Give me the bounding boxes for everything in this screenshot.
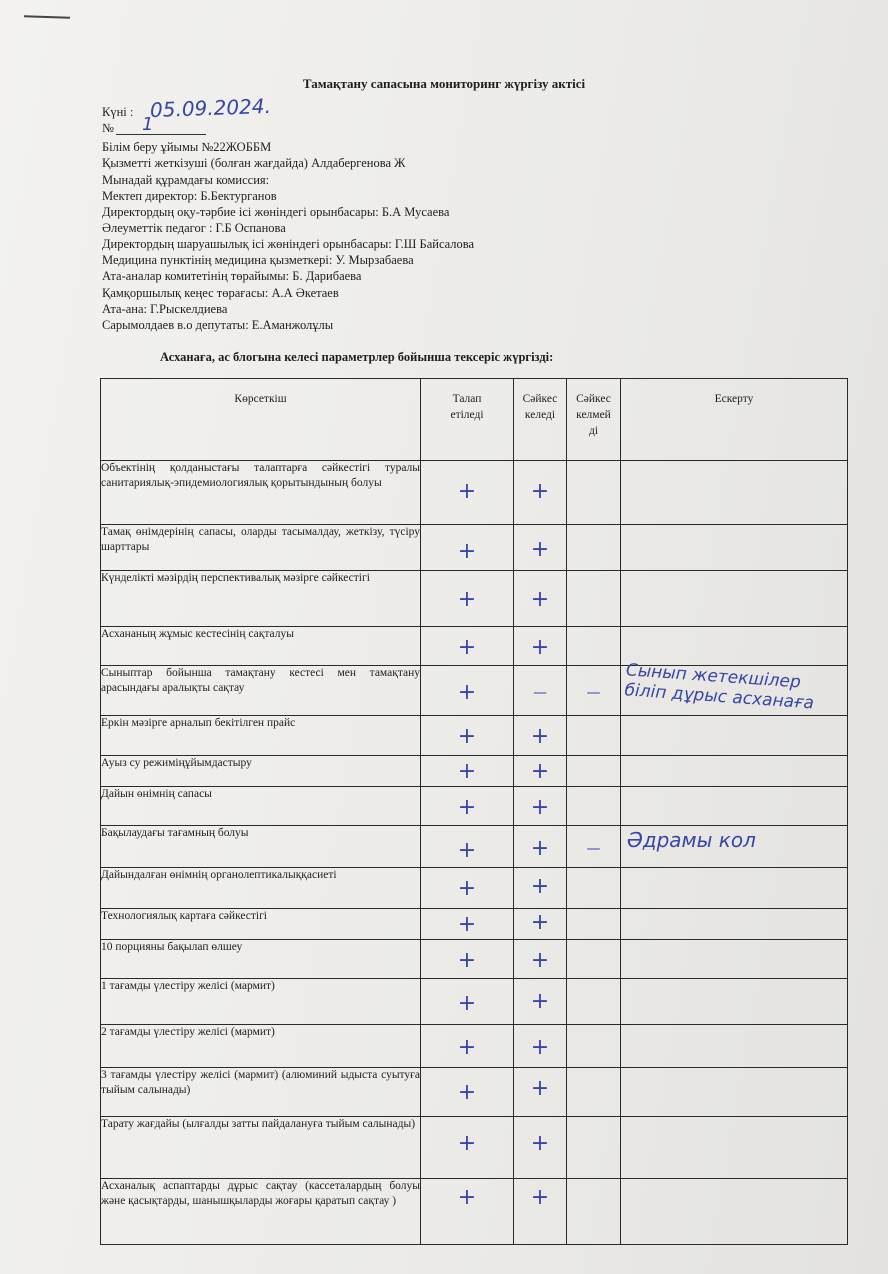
col-noncompliant: Сәйкес келмейді (567, 379, 621, 461)
note-cell (621, 1179, 848, 1245)
note-cell (621, 940, 848, 979)
compliant-cell: + (514, 1179, 567, 1245)
row-indicator: Бақылаудағы тағамның болуы (101, 826, 421, 868)
compliant-cell: + (514, 756, 567, 787)
noncompliant-cell (567, 909, 621, 940)
required-cell: + (421, 1025, 514, 1068)
deputy-line: Сарымолдаев в.о депутаты: Е.Аманжолұлы (102, 318, 334, 332)
row-indicator: 2 тағамды үлестіру желісі (мармит) (101, 1025, 421, 1068)
commission-line: Мынадай құрамдағы комиссия: (102, 173, 270, 187)
row-indicator: Объектінің қолданыстағы талаптарға сәйкестігі туралы санитариялық-эпидемиологиялық қорытындының болуы (101, 461, 421, 525)
compliant-cell: + (514, 909, 567, 940)
table-row (101, 1179, 848, 1245)
noncompliant-cell (567, 1068, 621, 1117)
table-row (101, 868, 848, 909)
table-row (101, 1025, 848, 1068)
row-indicator: 1 тағамды үлестіру желісі (мармит) (101, 979, 421, 1025)
handwritten-note: Сынып жетекшілер біліп дұрыс асханаға (623, 660, 815, 714)
required-cell: + (421, 979, 514, 1025)
compliant-cell: + (514, 525, 567, 571)
table-row (101, 571, 848, 627)
number-value: 1 (142, 114, 154, 135)
noncompliant-cell: — (567, 666, 621, 716)
table-row (101, 627, 848, 666)
compliant-cell: + (514, 787, 567, 826)
date-label: Күні : (102, 105, 134, 119)
row-indicator: Күнделікті мәзірдің перспективалық мәзірге сәйкестігі (101, 571, 421, 627)
noncompliant-cell (567, 756, 621, 787)
compliant-cell: + (514, 1025, 567, 1068)
required-cell: + (421, 1117, 514, 1179)
inspection-table (100, 378, 848, 1245)
table-row (101, 826, 848, 868)
table-row (101, 1068, 848, 1117)
required-cell: + (421, 525, 514, 571)
deputy-household-line: Директордың шаруашылық ісі жөніндегі орынбасары: Г.Ш Байсалова (102, 237, 475, 251)
school-line: Білім беру ұйымы №22ЖОББМ (102, 140, 272, 154)
note-cell (621, 979, 848, 1025)
note-cell (621, 868, 848, 909)
table-row (101, 461, 848, 525)
noncompliant-cell (567, 868, 621, 909)
noncompliant-cell (567, 979, 621, 1025)
social-pedagogue-line: Әлеуметтік педагог : Г.Б Оспанова (102, 221, 286, 235)
date-value: 05.09.2024. (149, 93, 272, 123)
compliant-cell: + (514, 979, 567, 1025)
table-row (101, 940, 848, 979)
compliant-cell: — (514, 666, 567, 716)
number-label: № (102, 121, 114, 135)
note-cell (621, 461, 848, 525)
table-row (101, 909, 848, 940)
inspection-subtitle: Асханаға, ас блогына келесі параметрлер бойынша тексеріс жүргізді: (160, 350, 554, 364)
note-cell (621, 787, 848, 826)
row-indicator: Дайындалған өнімнің органолептикалыққасиеті (101, 868, 421, 909)
note-cell (621, 1068, 848, 1117)
noncompliant-cell (567, 1025, 621, 1068)
note-cell (621, 826, 848, 868)
note-cell (621, 525, 848, 571)
compliant-cell: + (514, 1068, 567, 1117)
table-row (101, 525, 848, 571)
table-row (101, 716, 848, 756)
row-indicator: 10 порцияны бақылап өлшеу (101, 940, 421, 979)
table-row (101, 787, 848, 826)
noncompliant-cell (567, 525, 621, 571)
note-cell (621, 716, 848, 756)
required-cell: + (421, 868, 514, 909)
document-title: Тамақтану сапасына мониторинг жүргізу актісі (302, 76, 586, 91)
note-cell (621, 627, 848, 666)
note-cell (621, 660, 848, 716)
compliant-cell: + (514, 868, 567, 909)
required-cell: + (421, 909, 514, 940)
noncompliant-cell: — (567, 826, 621, 868)
required-cell: + (421, 1068, 514, 1117)
note-cell (621, 1025, 848, 1068)
compliant-cell: + (514, 716, 567, 756)
noncompliant-cell (567, 787, 621, 826)
noncompliant-cell (567, 716, 621, 756)
required-cell: + (421, 461, 514, 525)
parent-committee-line: Ата-аналар комитетінің төрайымы: Б. Дарибаева (102, 269, 362, 283)
required-cell: + (421, 756, 514, 787)
row-indicator: Сыныптар бойынша тамақтану кестесі мен тамақтану арасындағы аралықты сақтау (101, 666, 421, 716)
noncompliant-cell (567, 461, 621, 525)
required-cell: + (421, 666, 514, 716)
col-compliant: Сәйкес келеді (514, 379, 567, 461)
table-row (101, 666, 848, 716)
noncompliant-cell (567, 1179, 621, 1245)
compliant-cell: + (514, 826, 567, 868)
row-indicator: Асхананың жұмыс кестесінің сақталуы (101, 627, 421, 666)
table-row (101, 756, 848, 787)
note-cell (621, 756, 848, 787)
row-indicator: Дайын өнімнің сапасы (101, 787, 421, 826)
row-indicator: Технологиялық картаға сәйкестігі (101, 909, 421, 940)
medical-worker-line: Медицина пунктінің медицина қызметкері: У. Мырзабаева (102, 253, 414, 267)
required-cell: + (421, 787, 514, 826)
col-required: Талап етіледі (421, 379, 514, 461)
number-underline (116, 134, 206, 135)
table-row (101, 1117, 848, 1179)
deputy-academic-line: Директордың оқу-тәрбие ісі жөніндегі орынбасары: Б.А Мусаева (102, 205, 450, 219)
compliant-cell: + (514, 627, 567, 666)
row-indicator: Тамақ өнімдерінің сапасы, оларды тасымалдау, жеткізу, түсіру шарттары (101, 525, 421, 571)
note-cell (621, 571, 848, 627)
compliant-cell: + (514, 461, 567, 525)
col-note: Ескерту (621, 379, 848, 461)
table-row (101, 979, 848, 1025)
parent-line: Ата-ана: Г.Рыскелдиева (102, 302, 228, 316)
required-cell: + (421, 940, 514, 979)
compliant-cell: + (514, 571, 567, 627)
required-cell: + (421, 1179, 514, 1245)
required-cell: + (421, 571, 514, 627)
row-indicator: Асханалық аспаптарды дұрыс сақтау (кассеталардың болуы және қасықтарды, шанышқыларды жоғары қаратып сақтау ) (101, 1179, 421, 1245)
handwritten-note: Әдрамы кол (627, 828, 756, 852)
col-indicator: Көрсеткіш (101, 379, 421, 461)
required-cell: + (421, 716, 514, 756)
compliant-cell: + (514, 940, 567, 979)
director-line: Мектеп директор: Б.Бектурганов (102, 189, 277, 203)
board-chair-line: Қамқоршылық кеңес төрағасы: А.А Әкетаев (102, 286, 339, 300)
noncompliant-cell (567, 571, 621, 627)
note-cell (621, 909, 848, 940)
row-indicator: Ауыз су режиміңұйымдастыру (101, 756, 421, 787)
row-indicator: Тарату жағдайы (ылғалды затты пайдалануға тыйым салынады) (101, 1117, 421, 1179)
noncompliant-cell (567, 940, 621, 979)
note-cell (621, 1117, 848, 1179)
required-cell: + (421, 826, 514, 868)
compliant-cell: + (514, 1117, 567, 1179)
row-indicator: Еркін мәзірге арналып бекітілген прайс (101, 716, 421, 756)
row-indicator: 3 тағамды үлестіру желісі (мармит) (алюминий ыдыста суытуға тыйым салынады) (101, 1068, 421, 1117)
table-header-row (101, 379, 848, 461)
required-cell: + (421, 627, 514, 666)
pen-mark (24, 15, 70, 19)
noncompliant-cell (567, 1117, 621, 1179)
supplier-line: Қызметті жеткізуші (болған жағдайда) Алдабергенова Ж (102, 156, 406, 170)
noncompliant-cell (567, 627, 621, 666)
